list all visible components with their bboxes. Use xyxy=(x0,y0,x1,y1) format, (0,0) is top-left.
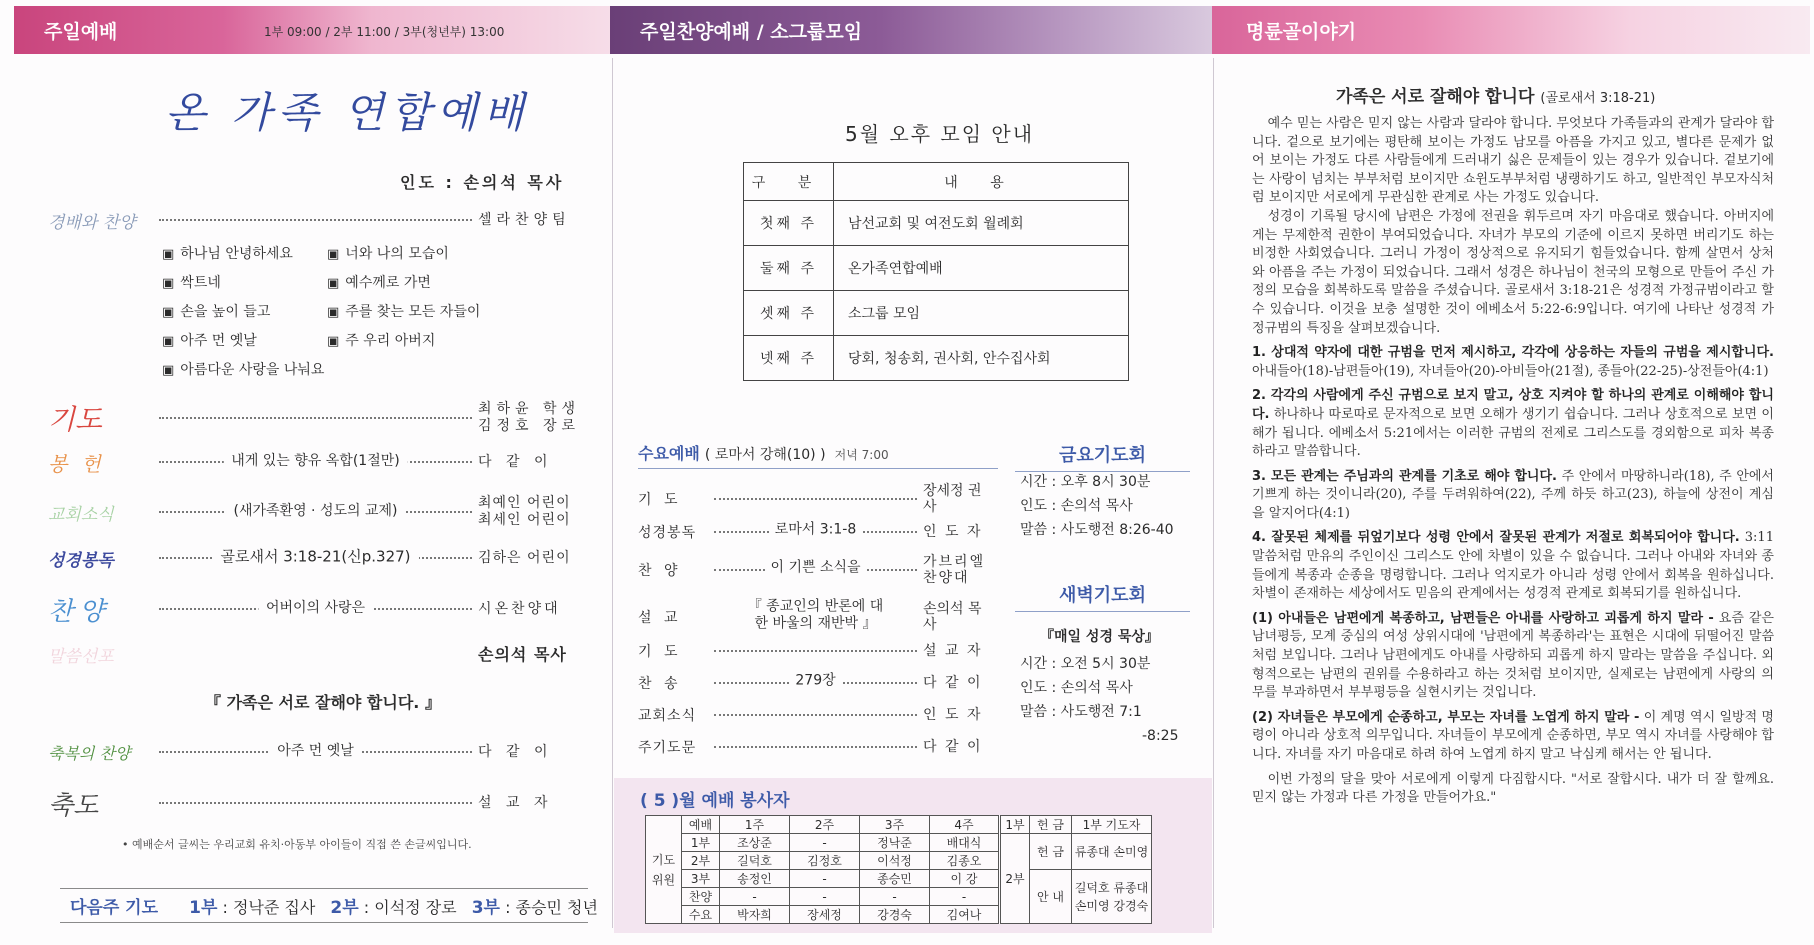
worship-title: 온 가족 연합예배 xyxy=(165,88,530,137)
hymn-item: ▣ 아름다운 사랑을 나눠요 xyxy=(162,359,324,379)
wednesday-series: ( 로마서 강해(10) ) xyxy=(704,447,826,463)
order-name: 봉헌 xyxy=(48,451,115,476)
part-person: : 이석정 장로 xyxy=(363,898,457,917)
order-who: 최예인 어린이 최세인 어린이 xyxy=(478,495,571,528)
header-label: 주일예배 xyxy=(44,20,118,43)
part-label: 3부 xyxy=(471,898,500,918)
header-times: 1부 09:00 / 2부 11:00 / 3부(청년부) 13:00 xyxy=(264,25,505,39)
dotted-leader xyxy=(159,654,472,655)
order-name: 기도 xyxy=(48,403,103,436)
table-row: 1부 조상준 - 정낙준 배대식 2부 헌 금 류종대 손미영 xyxy=(646,834,1152,852)
hymn-item: ▣ 손을 높이 들고 xyxy=(162,301,270,321)
hymn-item: ▣ 주 우리 아버지 xyxy=(327,330,435,350)
order-who: 최하윤 학생 김정호 장로 xyxy=(478,401,581,434)
order-blessing-song xyxy=(48,738,588,766)
story-body xyxy=(1252,115,1774,808)
story-title: 가족은 서로 잘해야 합니다 (골로새서 3:18-21) xyxy=(1336,87,1656,107)
table-row: 찬양 - - - - xyxy=(646,888,1152,906)
dotted-leader: 어버이의 사랑은 xyxy=(159,608,472,610)
dotted-leader: 골로새서 3:18-21(신p.327) xyxy=(159,557,472,559)
wed-row: 교회소식 인 도 자 xyxy=(638,707,983,724)
order-news xyxy=(48,492,588,532)
volunteer-title: ( 5 )월 예배 봉사자 xyxy=(640,791,790,811)
table-row xyxy=(744,291,1129,336)
friday-info: 시간 : 오후 8시 30분 인도 : 손의석 목사 말씀 : 사도행전 8:26-40 xyxy=(1020,474,1174,538)
point: 1. 상대적 약자에 대한 규범을 먼저 제시하고, 각각에 상응하는 자들의 규범을 제시합니다. 아내들아(18)-남편들아(19), 자녀들아(20)-아비들아(21절), 종들아(22-25)-상전들아(4:1) xyxy=(1252,345,1774,379)
afternoon-table xyxy=(743,162,1129,381)
wednesday-time: 저녁 7:00 xyxy=(834,448,889,462)
col-header: 구 분 xyxy=(744,163,834,201)
sub-point: (1) 아내들은 남편에게 복종하고, 남편들은 아내를 사랑하고 괴롭게 하지 말라 - 요즘 같은 남녀평등, 모계 중심의 여성 상위시대에 '남편에게 복종하라'는 표현은 시대에 뒤떨어진 말씀처럼 보입니다. 그러나 남편에게도 아내를 사랑하되 괴롭게 하지 말라는 말씀을 주십니다. 외형적으로는 남편의 권위를 수용하라고 하는 것처럼 보이지만, 실제로는 남편에게 사랑의 의무를 부과하면서 부부평등을 실현시키는 것입니다. xyxy=(1252,610,1774,701)
hymn-item: ▣ 하나님 안녕하세요 xyxy=(162,243,293,263)
order-sermon xyxy=(48,640,588,668)
wednesday-title: 수요예배 xyxy=(638,444,700,463)
closing-paragraph: 이번 가정의 달을 맞아 서로에게 이렇게 다짐합시다. "서로 잘합시다. 내가 더 잘 할께요. 믿지 않는 가정과 다른 가정을 만들어가요." xyxy=(1252,771,1774,806)
row-week: 첫째 주 xyxy=(744,201,834,246)
point: 4. 잘못된 체제를 뒤엎기보다 성령 안에서 잘못된 관계가 저절로 회복되어야 합니다. 3:11 말씀처럼 만유의 주인이신 그리스도 안에 차별이 있을 수 없습니다. 그러나 아내와 자녀와 종들에게 복종과 순종을 명령합니다. 그러나 억지로가 아니라 성령 안에서 회복을 원하십니다. 차별이 존재하는 세상에서도 믿음의 관계에서는 성경적 관계로 회복되기를 원하십니다. xyxy=(1252,530,1774,602)
order-name: 축도 xyxy=(48,790,99,821)
row-week: 둘째 주 xyxy=(744,246,834,291)
hymn-item: ▣ 아주 먼 옛날 xyxy=(162,330,257,350)
order-benediction xyxy=(48,786,588,820)
dotted-leader: 아주 먼 옛날 xyxy=(159,751,472,753)
order-offering xyxy=(48,448,588,476)
table-row xyxy=(744,336,1129,381)
paragraph: 예수 믿는 사람은 믿지 않는 사람과 달라야 합니다. 무엇보다 가족들과의 관계가 달라야 합니다. 겉으로 보기에는 평탄해 보이는 가정도 남모를 아픔을 가지고 있고, 별다른 문제가 없어 보이는 가정도 다른 사람들에게 드러내기 싫은 문제들이 있는 경우가 있습니다. 겉보기에는 사랑이 넘치는 부부처럼 보이지만 쇼윈도부부처럼 냉랭하기도 하고, 일반적인 부모자식처럼 보이지만 서로에게 무관심한 관계로 사는 가정도 있습니다. xyxy=(1252,116,1774,206)
row-content: 온가족연합예배 xyxy=(834,246,1129,291)
header-evening-worship xyxy=(610,6,1212,54)
table-header xyxy=(744,163,1129,201)
order-who: 손의석 목사 xyxy=(478,644,567,664)
dotted-leader xyxy=(159,219,472,221)
dawn-info: 시간 : 오전 5시 30분 인도 : 손의석 목사 말씀 : 사도행전 7:1 -8:25 xyxy=(1020,656,1179,744)
table-row: 2부 길덕호 김정호 이석정 김종오 xyxy=(646,852,1152,870)
sermon-title: 『 가족은 서로 잘해야 합니다. 』 xyxy=(205,693,441,712)
order-anthem xyxy=(48,592,588,626)
hymn-item: ▣ 예수께로 가면 xyxy=(327,272,431,292)
hymn-item: ▣ 주를 찾는 모든 자들이 xyxy=(327,301,480,321)
order-name: 말씀선포 xyxy=(48,646,114,667)
worship-leader: 인도 : 손의석 목사 xyxy=(400,173,565,192)
volunteer-table xyxy=(645,815,1152,924)
side-label: 기도 위원 xyxy=(646,816,682,924)
wed-row: 찬 송 279장 다 같 이 xyxy=(638,672,983,692)
column-divider xyxy=(612,58,613,928)
wednesday-header xyxy=(638,441,998,469)
dotted-leader: (새가족환영 · 성도의 교제) xyxy=(159,511,472,513)
dotted-leader xyxy=(159,802,472,804)
order-name: 경배와 찬양 xyxy=(48,212,136,233)
row-content: 남선교회 및 여전도회 월례회 xyxy=(834,201,1129,246)
order-who: 셀라찬양팀 xyxy=(478,211,571,228)
order-name: 성경봉독 xyxy=(48,550,114,571)
order-name: 찬양 xyxy=(48,596,111,627)
friday-title: 금요기도회 xyxy=(1015,441,1190,472)
point: 2. 각각의 사람에게 주신 규범으로 보지 말고, 상호 지켜야 할 하나의 관계로 이해해야 합니다. 하나하나 따로따로 문자적으로 보면 오해가 생기기 쉽습니다. 그러나 상호적으로 보면 이해가 됩니다. 에베소서 5:21에서는 이러한 규범의 전제로 그리스도를 경외함으로 피차 복종하라고 말씀합니다. xyxy=(1252,388,1774,460)
wed-row: 주기도문 다 같 이 xyxy=(638,739,983,756)
part-person: : 정낙준 집사 xyxy=(222,898,316,917)
part-person: : 종승민 청년 xyxy=(505,898,598,917)
row-content: 소그룹 모임 xyxy=(834,291,1129,336)
header-label: 주일찬양예배 / 소그룹모임 xyxy=(640,20,863,43)
header-story xyxy=(1212,6,1810,54)
next-week-prayer xyxy=(60,888,598,923)
table-row xyxy=(744,246,1129,291)
next-week-label: 다음주 기도 xyxy=(70,898,159,918)
wed-row: 기 도 장세정 권사 xyxy=(638,483,982,515)
order-reading xyxy=(48,544,588,572)
part-label: 2부 xyxy=(330,898,359,918)
column-divider xyxy=(1213,58,1214,928)
point: 3. 모든 관계는 주님과의 관계를 기초로 해야 합니다. 주 안에서 마땅하니라(18), 주 안에서 기쁘게 하는 것이니라(20), 주를 두려워하여(22), 주께 하듯 하고(23), 하늘에 상전이 계심을 알지어다(4:1) xyxy=(1252,468,1774,521)
order-who: 다 같 이 xyxy=(478,453,553,470)
header-label: 명륜골이야기 xyxy=(1246,20,1357,43)
hymn-item: ▣ 싹트네 xyxy=(162,272,221,292)
order-who: 김하은 어린이 xyxy=(478,549,571,566)
dotted-leader xyxy=(159,417,472,419)
hymn-item: ▣ 너와 나의 모습이 xyxy=(327,243,449,263)
afternoon-title: 5월 오후 모임 안내 xyxy=(845,122,1035,146)
wed-row: 설 교 『 종교인의 반론에 대한 바울의 재반박 』 손의석 목사 xyxy=(638,597,982,633)
order-who: 설 교 자 xyxy=(478,794,553,811)
order-who: 다 같 이 xyxy=(478,743,553,760)
order-who: 시온찬양대 xyxy=(478,600,561,617)
wed-row: 찬 양 이 기쁜 소식을 가브리엘 찬양대 xyxy=(638,554,986,586)
row-week: 셋째 주 xyxy=(744,291,834,336)
table-row: 수요 박자희 장세정 강경숙 김여나 xyxy=(646,906,1152,924)
dawn-quote: 『매일 성경 묵상』 xyxy=(1040,629,1159,645)
col-header: 내 용 xyxy=(834,163,1129,201)
table-row xyxy=(744,201,1129,246)
dawn-title: 새벽기도회 xyxy=(1015,581,1190,612)
wed-row: 성경봉독 로마서 3:1-8 인 도 자 xyxy=(638,521,983,541)
header-sunday-worship xyxy=(14,6,610,54)
part-label: 1부 xyxy=(189,898,218,918)
wed-row: 기 도 설 교 자 xyxy=(638,643,983,660)
paragraph: 성경이 기록될 당시에 남편은 가정에 전권을 휘두르며 자기 마음대로 했습니다. 아버지에게는 무제한적 권한이 부여되었습니다. 자녀가 부모의 기준에 이르지 못하면 버리기도 하는 비정한 사회였습니다. 그러니 가정이 정상적으로 유지되기 힘들었습니다. 함께 살면서 상처와 아픔을 주는 가정이 되었습니다. 그래서 성경은 하나님이 천국의 모형으로 만들어 주신 가정의 모습을 회복하도록 말씀을 주셨습니다. 골로새서 3:18-21은 성경적 가정규범이라고 할 수 있습니다. 이것을 보충 설명한 것이 에베소서 5:22-6:9입니다. 여기에 나타난 성경적 가정규범의 특징을 살펴보겠습니다. xyxy=(1252,208,1774,336)
order-name: 축복의 찬양 xyxy=(48,743,131,763)
order-name: 교회소식 xyxy=(48,504,114,525)
handwriting-footnote: • 예배순서 글씨는 우리교회 유치·아동부 아이들이 직접 쓴 손글씨입니다. xyxy=(122,838,472,851)
order-praise xyxy=(48,206,588,234)
table-header: 기도 위원 예배 1주 2주 3주 4주 1부 헌 금 1부 기도자 xyxy=(646,816,1152,834)
table-row: 3부 송정인 - 종승민 이 강 안 내 길덕호 류종대 손미영 강경숙 xyxy=(646,870,1152,888)
dotted-leader: 내게 있는 향유 옥합(1절만) xyxy=(159,461,472,463)
row-week: 넷째 주 xyxy=(744,336,834,381)
row-content: 당회, 청송회, 권사회, 안수집사회 xyxy=(834,336,1129,381)
sub-point: (2) 자녀들은 부모에게 순종하고, 부모는 자녀를 노엽게 하지 말라 - 이 계명 역시 일방적 명령이 아니라 상호적 의무입니다. 자녀들이 부모에게 순종하면, 부모 역시 자녀를 사랑해야 합니다. 자녀를 자기 마음대로 하려 하여 노엽게 하지 말고 낙심케 해서는 안 됩니다. xyxy=(1252,709,1774,762)
order-prayer xyxy=(48,398,588,438)
